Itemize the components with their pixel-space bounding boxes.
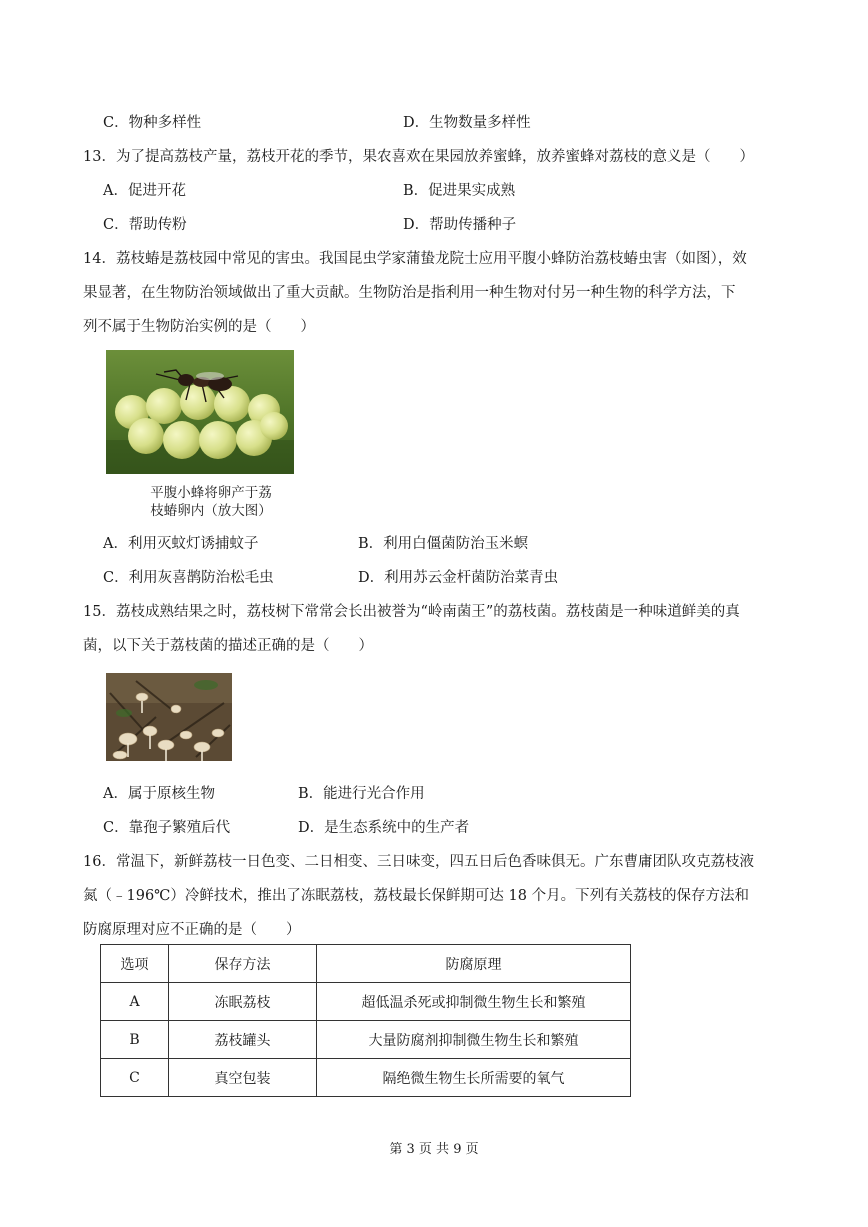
option-letter: C． (103, 115, 129, 131)
option-text: 帮助传播种子 (429, 217, 517, 233)
q13-option-d (403, 213, 516, 234)
q14-stem-line-1: 14．荔枝蝽是荔枝园中常见的害虫。我国昆虫学家蒲蛰龙院士应用平腹小蜂防治荔枝蝽虫害（如图），效 (83, 251, 747, 267)
option-letter: A． (103, 183, 128, 199)
q16-stem-line-1: 16．常温下，新鲜荔枝一日色变、二日相变、三日味变，四五日后色香味俱无。广东曹庸团队攻克荔枝液 (83, 854, 754, 870)
option-text: 帮助传粉 (128, 217, 187, 233)
q15-stem-line-1: 15．荔枝成熟结果之时，荔枝树下常常会长出被誉为“岭南菌王”的荔枝菌。荔枝菌是一种味道鲜美的真 (83, 604, 740, 620)
option-letter: C． (103, 217, 129, 233)
option-text: 利用灭蚊灯诱捕蚊子 (127, 536, 259, 552)
q15-stem-line-2: 菌，以下关于荔枝菌的描述正确的是（ ） (83, 638, 373, 654)
q15-option-b (298, 782, 425, 803)
option-text: 利用灰喜鹊防治松毛虫 (128, 570, 274, 586)
table-cell: 荔枝罐头 (169, 1021, 317, 1059)
q14-option-b (358, 532, 528, 553)
wasp-on-eggs-photo (106, 350, 294, 474)
photo-caption (128, 484, 294, 520)
q14-option-a (103, 532, 258, 553)
option-text: 利用苏云金杆菌防治菜青虫 (384, 570, 559, 586)
option-letter: B． (403, 183, 429, 199)
caption-line-2: 枝蝽卵内（放大图） (150, 503, 272, 519)
q16-stem-line-3: 防腐原理对应不正确的是（ ） (83, 922, 301, 938)
table-cell: A (101, 983, 169, 1021)
option-text: 促进果实成熟 (428, 183, 516, 199)
q14-option-d (358, 566, 558, 587)
option-letter: B． (358, 536, 384, 552)
table-header-cell: 保存方法 (169, 945, 317, 983)
mushroom-photo (106, 673, 232, 761)
caption-line-1: 平腹小蜂将卵产于荔 (150, 485, 272, 501)
table-header-row (101, 945, 631, 983)
preservation-table (100, 944, 631, 1097)
table-cell: 隔绝微生物生长所需要的氧气 (317, 1059, 631, 1097)
table-cell: 大量防腐剂抑制微生物生长和繁殖 (317, 1021, 631, 1059)
table-header-cell: 选项 (101, 945, 169, 983)
option-letter: D． (403, 115, 430, 131)
option-letter: C． (103, 820, 129, 836)
table-cell: 冻眠荔枝 (169, 983, 317, 1021)
q14-stem-line-2: 果显著，在生物防治领域做出了重大贡献。生物防治是指利用一种生物对付另一种生物的科学方法，下 (83, 285, 736, 301)
table-cell: B (101, 1021, 169, 1059)
table-row (101, 1021, 631, 1059)
q13-option-b (403, 179, 515, 200)
q13-option-a (103, 179, 186, 200)
q15-option-c (103, 816, 230, 837)
option-letter: D． (403, 217, 430, 233)
q13-option-c (103, 213, 187, 234)
page-footer: 第 3 页 共 9 页 (389, 1142, 479, 1157)
option-text: 属于原核生物 (127, 786, 215, 802)
table-cell: 真空包装 (169, 1059, 317, 1097)
option-text: 能进行光合作用 (323, 786, 425, 802)
q14-stem-line-3: 列不属于生物防治实例的是（ ） (83, 319, 315, 335)
q14-option-c (103, 566, 274, 587)
option-text: 促进开花 (127, 183, 186, 199)
q15-option-d (298, 816, 469, 837)
q16-stem-line-2: 氮（﹣196℃）冷鲜技术，推出了冻眠荔枝，荔枝最长保鲜期可达 18 个月。下列有关荔枝的保存方法和 (83, 888, 750, 904)
option-letter: A． (103, 786, 128, 802)
table-header-cell: 防腐原理 (317, 945, 631, 983)
option-text: 是生态系统中的生产者 (324, 820, 470, 836)
q12-option-c (103, 111, 201, 132)
option-text: 利用白僵菌防治玉米螟 (383, 536, 529, 552)
option-letter: B． (298, 786, 324, 802)
table-cell: 超低温杀死或抑制微生物生长和繁殖 (317, 983, 631, 1021)
table-cell: C (101, 1059, 169, 1097)
option-letter: D． (358, 570, 385, 586)
option-letter: A． (103, 536, 128, 552)
option-letter: C． (103, 570, 129, 586)
q12-option-d (403, 111, 531, 132)
option-text: 生物数量多样性 (429, 115, 531, 131)
option-text: 物种多样性 (128, 115, 202, 131)
q13-stem: 13．为了提高荔枝产量，荔枝开花的季节，果农喜欢在果园放养蜜蜂，放养蜜蜂对荔枝的意义是（ ） (83, 149, 754, 165)
option-text: 靠孢子繁殖后代 (128, 820, 231, 836)
option-letter: D． (298, 820, 325, 836)
table-row (101, 1059, 631, 1097)
table-row (101, 983, 631, 1021)
q15-option-a (103, 782, 215, 803)
